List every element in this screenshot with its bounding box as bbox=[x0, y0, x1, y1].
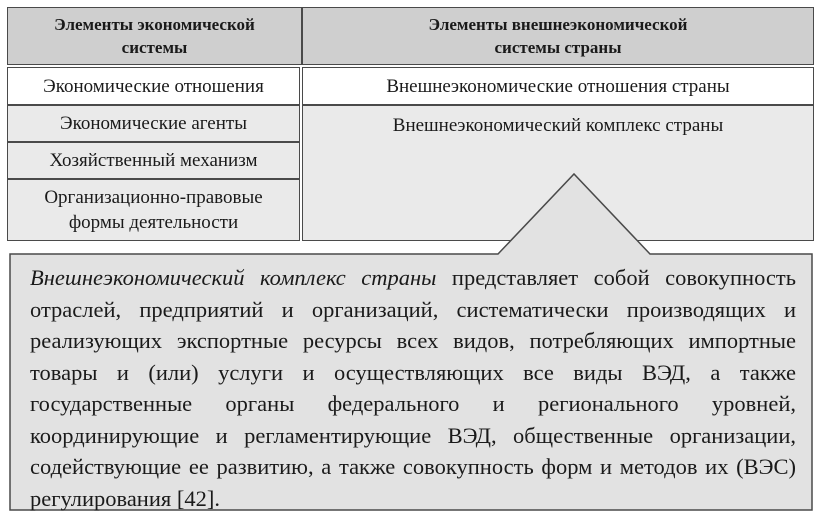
header-foreign-economic-system-label: Элементы внешнеэкономической системы страны bbox=[428, 15, 688, 57]
left-item-label: Организационно-правовые формы деятельности bbox=[44, 187, 263, 233]
right-item-label: Внешнеэкономические отношения страны bbox=[386, 75, 730, 97]
left-item-label: Хозяйственный механизм bbox=[49, 150, 258, 171]
callout-term: Внешнеэкономический комплекс страны bbox=[30, 265, 437, 290]
left-item-label: Экономические отношения bbox=[43, 75, 264, 97]
right-item-label: Внешнеэкономический комплекс страны bbox=[392, 115, 724, 136]
callout-text bbox=[30, 262, 796, 514]
callout-definition: представляет собой совокупность отраслей, предприятий и организаций, систематически производящих и реализующих экспортные ресурсы всех видов, потребляющих импортные товары и (или) услуги и осуществляющих все виды ВЭД, а также государственные органы федерального и регионального уровней, координирующие и регламентирующие ВЭД, общественные организации, содействующие ее развитию, а также совокупность форм и методов их (ВЭС) регулирования [42]. bbox=[30, 265, 796, 511]
header-economic-system-label: Элементы экономической системы bbox=[54, 15, 255, 57]
left-item-label: Экономические агенты bbox=[60, 113, 247, 134]
